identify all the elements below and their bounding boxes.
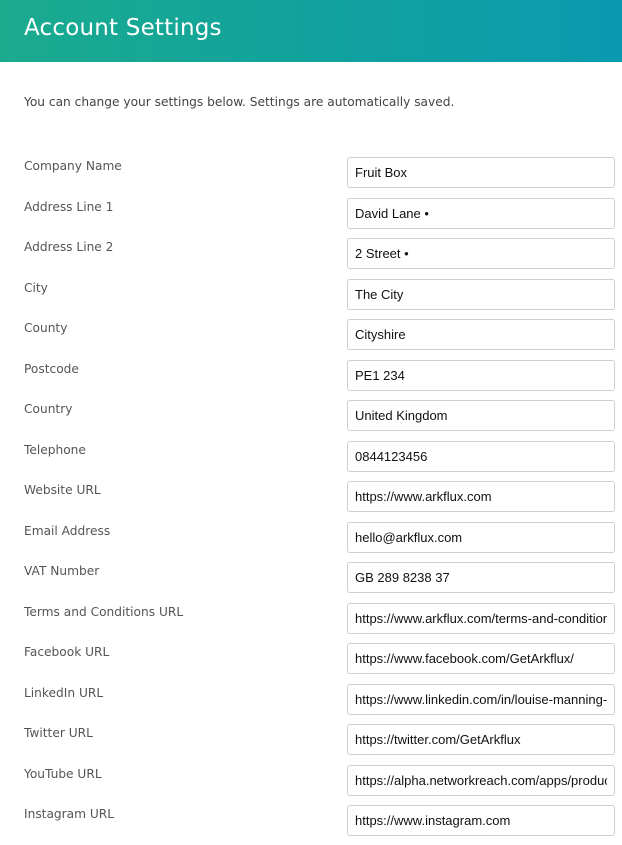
postcode-input[interactable]	[347, 360, 615, 391]
field-row-address-line-2	[0, 238, 622, 278]
field-label: LinkedIn URL	[24, 686, 104, 700]
field-label: City	[24, 281, 48, 295]
terms-url-input[interactable]	[347, 603, 615, 634]
field-label: Postcode	[24, 362, 79, 376]
instagram-url-input[interactable]	[347, 805, 615, 836]
field-row-telephone	[0, 441, 622, 481]
field-label: Telephone	[24, 443, 86, 457]
intro-text: You can change your settings below. Settings are automatically saved.	[24, 95, 455, 109]
telephone-input[interactable]	[347, 441, 615, 472]
field-row-country	[0, 400, 622, 440]
field-row-terms-url	[0, 603, 622, 643]
field-label: Email Address	[24, 524, 111, 538]
field-row-city	[0, 279, 622, 319]
page-header	[0, 0, 622, 62]
field-label: Address Line 1	[24, 200, 114, 214]
field-row-youtube-url	[0, 765, 622, 805]
county-input[interactable]	[347, 319, 615, 350]
website-url-input[interactable]	[347, 481, 615, 512]
field-row-twitter-url	[0, 724, 622, 764]
vat-number-input[interactable]	[347, 562, 615, 593]
page-title: Account Settings	[24, 15, 222, 41]
field-row-address-line-1	[0, 198, 622, 238]
field-row-company-name	[0, 157, 622, 197]
address-line-2-input[interactable]	[347, 238, 615, 269]
field-label: VAT Number	[24, 564, 100, 578]
field-row-instagram-url	[0, 805, 622, 845]
facebook-url-input[interactable]	[347, 643, 615, 674]
city-input[interactable]	[347, 279, 615, 310]
field-label: Facebook URL	[24, 645, 110, 659]
company-name-input[interactable]	[347, 157, 615, 188]
field-row-facebook-url	[0, 643, 622, 683]
field-label: County	[24, 321, 68, 335]
twitter-url-input[interactable]	[347, 724, 615, 755]
email-address-input[interactable]	[347, 522, 615, 553]
field-row-linkedin-url	[0, 684, 622, 724]
field-row-website-url	[0, 481, 622, 521]
field-label: Company Name	[24, 159, 122, 173]
field-label: Country	[24, 402, 73, 416]
field-label: Address Line 2	[24, 240, 114, 254]
field-label: Website URL	[24, 483, 101, 497]
field-row-vat-number	[0, 562, 622, 602]
field-label: Terms and Conditions URL	[24, 605, 184, 619]
country-input[interactable]	[347, 400, 615, 431]
field-label: Twitter URL	[24, 726, 93, 740]
youtube-url-input[interactable]	[347, 765, 615, 796]
field-row-postcode	[0, 360, 622, 400]
field-row-county	[0, 319, 622, 359]
field-label: Instagram URL	[24, 807, 115, 821]
linkedin-url-input[interactable]	[347, 684, 615, 715]
field-row-email-address	[0, 522, 622, 562]
field-label: YouTube URL	[24, 767, 102, 781]
address-line-1-input[interactable]	[347, 198, 615, 229]
